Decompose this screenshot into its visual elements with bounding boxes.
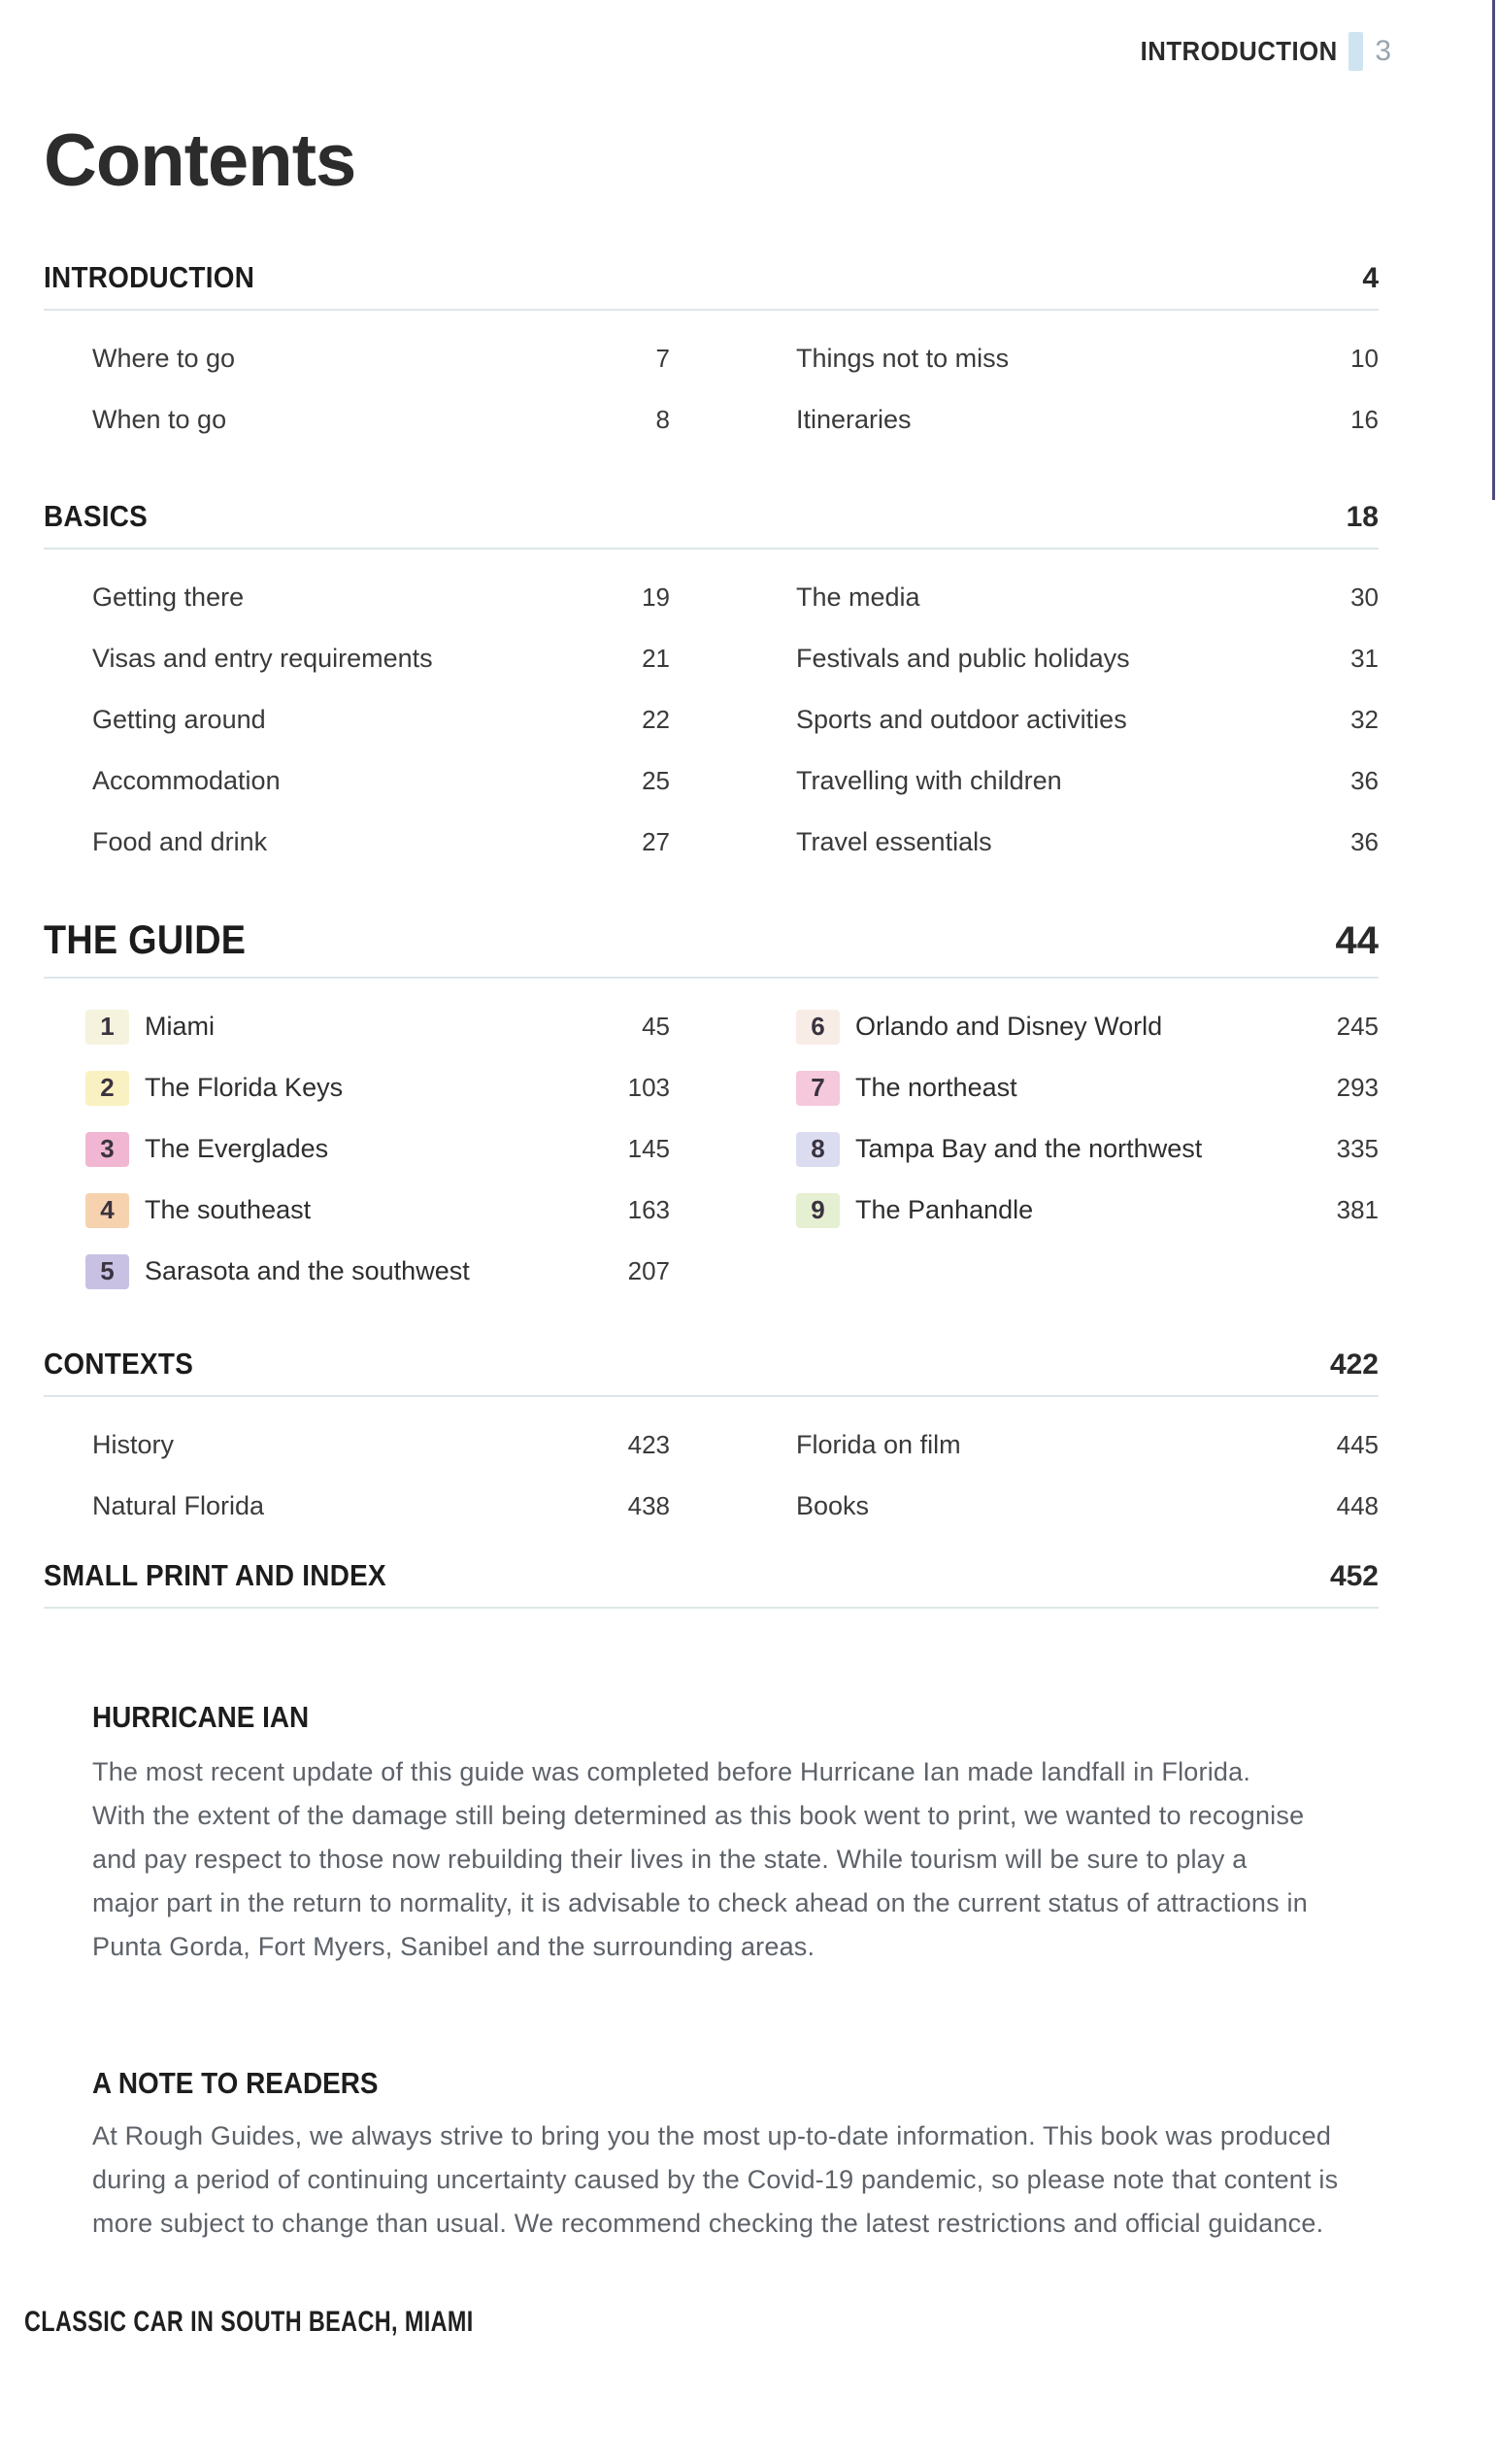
toc-entry-label: Where to go — [92, 344, 236, 373]
toc-column-left — [44, 996, 670, 1302]
toc-entry — [44, 689, 670, 750]
toc-entry-label: The media — [796, 583, 920, 612]
chapter-title: The Florida Keys — [145, 1073, 344, 1102]
chapter-page: 245 — [1336, 1012, 1379, 1041]
toc-entry-label: Visas and entry requirements — [92, 644, 433, 673]
toc-entry-label: Getting around — [92, 705, 266, 734]
chapter-number-box: 2 — [85, 1071, 129, 1106]
toc-chapter — [44, 1118, 670, 1180]
chapter-title: The Everglades — [145, 1134, 329, 1163]
toc-chapter — [796, 996, 1379, 1057]
toc-columns-introduction — [0, 328, 1498, 450]
toc-entry — [44, 567, 670, 628]
chapter-page: 145 — [627, 1134, 670, 1163]
toc-entry — [44, 1415, 670, 1476]
toc-entry-label: Florida on film — [796, 1430, 961, 1459]
toc-entry — [44, 750, 670, 812]
toc-chapter — [44, 1057, 670, 1118]
toc-entry — [44, 628, 670, 689]
running-header-page-number: 3 — [1375, 35, 1391, 67]
section-divider — [44, 977, 1379, 979]
chapter-number-box: 3 — [85, 1132, 129, 1167]
toc-chapter — [44, 1241, 670, 1302]
chapter-page: 381 — [1336, 1195, 1379, 1224]
chapter-title: The northeast — [855, 1073, 1017, 1102]
toc-column-right — [796, 1415, 1379, 1537]
section-page-number: 4 — [1362, 262, 1379, 294]
toc-entry — [44, 1476, 670, 1537]
chapter-number-box: 6 — [796, 1010, 840, 1045]
chapter-page: 163 — [627, 1195, 670, 1224]
toc-entry-page: 22 — [642, 705, 670, 734]
chapter-page: 45 — [642, 1012, 670, 1041]
toc-chapter — [44, 1180, 670, 1241]
toc-entry-page: 19 — [642, 583, 670, 612]
chapter-page: 293 — [1336, 1073, 1379, 1102]
running-header-section: INTRODUCTION — [1140, 36, 1338, 66]
section-divider — [44, 309, 1379, 311]
toc-entry-page: 423 — [627, 1430, 670, 1459]
toc-entry-page: 36 — [1350, 827, 1379, 856]
toc-chapter — [796, 1118, 1379, 1180]
section-smallprint-heading — [44, 1558, 1379, 1593]
toc-chapter — [44, 996, 670, 1057]
toc-entry — [796, 628, 1379, 689]
toc-columns-guide — [0, 996, 1498, 1302]
toc-entry-page: 438 — [627, 1491, 670, 1520]
toc-entry — [796, 750, 1379, 812]
toc-entry — [796, 1476, 1379, 1537]
toc-column-left — [44, 567, 670, 873]
toc-entry-page: 7 — [655, 344, 670, 373]
chapter-number-box: 7 — [796, 1071, 840, 1106]
toc-entry-label: Sports and outdoor activities — [796, 705, 1127, 734]
toc-entry-page: 445 — [1336, 1430, 1379, 1459]
toc-entry — [796, 812, 1379, 873]
toc-entry — [796, 1415, 1379, 1476]
section-heading-label: CONTEXTS — [44, 1347, 194, 1381]
section-contexts-heading — [44, 1347, 1379, 1382]
toc-column-left — [44, 1415, 670, 1537]
toc-entry-label: Books — [796, 1491, 870, 1520]
section-heading-label: INTRODUCTION — [44, 260, 255, 294]
section-heading-label: BASICS — [44, 499, 149, 533]
chapter-title: Miami — [145, 1012, 215, 1041]
toc-entry-label: Travel essentials — [796, 827, 992, 856]
chapter-title: The southeast — [145, 1195, 312, 1224]
chapter-title: The Panhandle — [855, 1195, 1034, 1224]
toc-entry-page: 31 — [1350, 644, 1379, 673]
toc-entry-page: 25 — [642, 766, 670, 795]
toc-entry-page: 21 — [642, 644, 670, 673]
section-page-number: 18 — [1346, 501, 1379, 533]
toc-entry-label: Travelling with children — [796, 766, 1062, 795]
chapter-number-box: 9 — [796, 1193, 840, 1228]
toc-column-right — [796, 328, 1379, 450]
toc-entry — [796, 389, 1379, 450]
section-heading-label: THE GUIDE — [44, 916, 247, 962]
toc-entry-page: 30 — [1350, 583, 1379, 612]
note-a-note-to-readers — [0, 1969, 1498, 2246]
section-heading-label: SMALL PRINT AND INDEX — [44, 1558, 386, 1592]
toc-entry-page: 10 — [1350, 344, 1379, 373]
toc-entry — [796, 567, 1379, 628]
toc-entry-page: 8 — [655, 405, 670, 434]
page-title: Contents — [44, 119, 356, 202]
note-heading: HURRICANE IAN — [92, 1700, 310, 1734]
toc-entry-label: History — [92, 1430, 175, 1459]
toc-entry — [44, 328, 670, 389]
chapter-page: 207 — [627, 1256, 670, 1285]
toc-entry — [44, 812, 670, 873]
toc-entry-page: 36 — [1350, 766, 1379, 795]
toc-entry — [796, 689, 1379, 750]
toc-entry-page: 32 — [1350, 705, 1379, 734]
toc-columns-basics — [0, 567, 1498, 873]
running-header-highlight-bar — [1348, 32, 1363, 71]
chapter-number-box: 5 — [85, 1254, 129, 1289]
chapter-number-box: 1 — [85, 1010, 129, 1045]
toc-entry — [796, 328, 1379, 389]
toc-chapter — [796, 1180, 1379, 1241]
photo-caption: CLASSIC CAR IN SOUTH BEACH, MIAMI — [24, 2306, 474, 2338]
note-heading: A NOTE TO READERS — [92, 2066, 379, 2100]
toc-entry-label: Natural Florida — [92, 1491, 265, 1520]
toc-column-left — [44, 328, 670, 450]
toc-entry-page: 27 — [642, 827, 670, 856]
chapter-number-box: 8 — [796, 1132, 840, 1167]
toc-column-right — [796, 996, 1379, 1302]
toc-entry-label: Getting there — [92, 583, 245, 612]
note-hurricane-ian — [0, 1609, 1498, 1969]
section-introduction-heading — [44, 260, 1379, 295]
toc-entry-label: Things not to miss — [796, 344, 1010, 373]
toc-entry-page: 448 — [1336, 1491, 1379, 1520]
chapter-page: 103 — [627, 1073, 670, 1102]
toc-column-right — [796, 567, 1379, 873]
chapter-title: Sarasota and the southwest — [145, 1256, 470, 1285]
note-body: The most recent update of this guide was completed before Hurricane Ian made landfall in Florida. With the extent of the damage still being determined as this book went to print, we wanted to recognise and pay respect to those now rebuilding their lives in the state. While tourism will be sure to play a major part in the return to normality, it is advisable to check ahead on the current status of attractions in Punta Gorda, Fort Myers, Sanibel and the surrounding areas. — [92, 1757, 1308, 1961]
toc-entry-label: Food and drink — [92, 827, 268, 856]
toc-entry — [44, 389, 670, 450]
chapter-number-box: 4 — [85, 1193, 129, 1228]
toc-columns-contexts — [0, 1415, 1498, 1537]
section-page-number: 44 — [1335, 919, 1379, 962]
page-edge-line — [1492, 0, 1495, 500]
section-page-number: 452 — [1329, 1560, 1379, 1592]
toc-entry-label: Accommodation — [92, 766, 281, 795]
toc-entry-label: When to go — [92, 405, 227, 434]
chapter-title: Tampa Bay and the northwest — [855, 1134, 1203, 1163]
chapter-page: 335 — [1336, 1134, 1379, 1163]
toc-chapter — [796, 1057, 1379, 1118]
section-basics-heading — [44, 499, 1379, 534]
note-body: At Rough Guides, we always strive to bring you the most up-to-date information. This book was produced during a period of continuing uncertainty caused by the Covid-19 pandemic, so please note that content is more subject to change than usual. We recommend checking the latest restrictions and official guidance. — [92, 2121, 1339, 2238]
section-divider — [44, 548, 1379, 549]
section-guide-heading — [44, 917, 1379, 963]
section-divider — [44, 1395, 1379, 1397]
running-header — [0, 0, 1498, 72]
toc-entry-label: Itineraries — [796, 405, 912, 434]
section-page-number: 422 — [1329, 1349, 1379, 1381]
toc-entry-label: Festivals and public holidays — [796, 644, 1130, 673]
toc-entry-page: 16 — [1350, 405, 1379, 434]
chapter-title: Orlando and Disney World — [855, 1012, 1163, 1041]
